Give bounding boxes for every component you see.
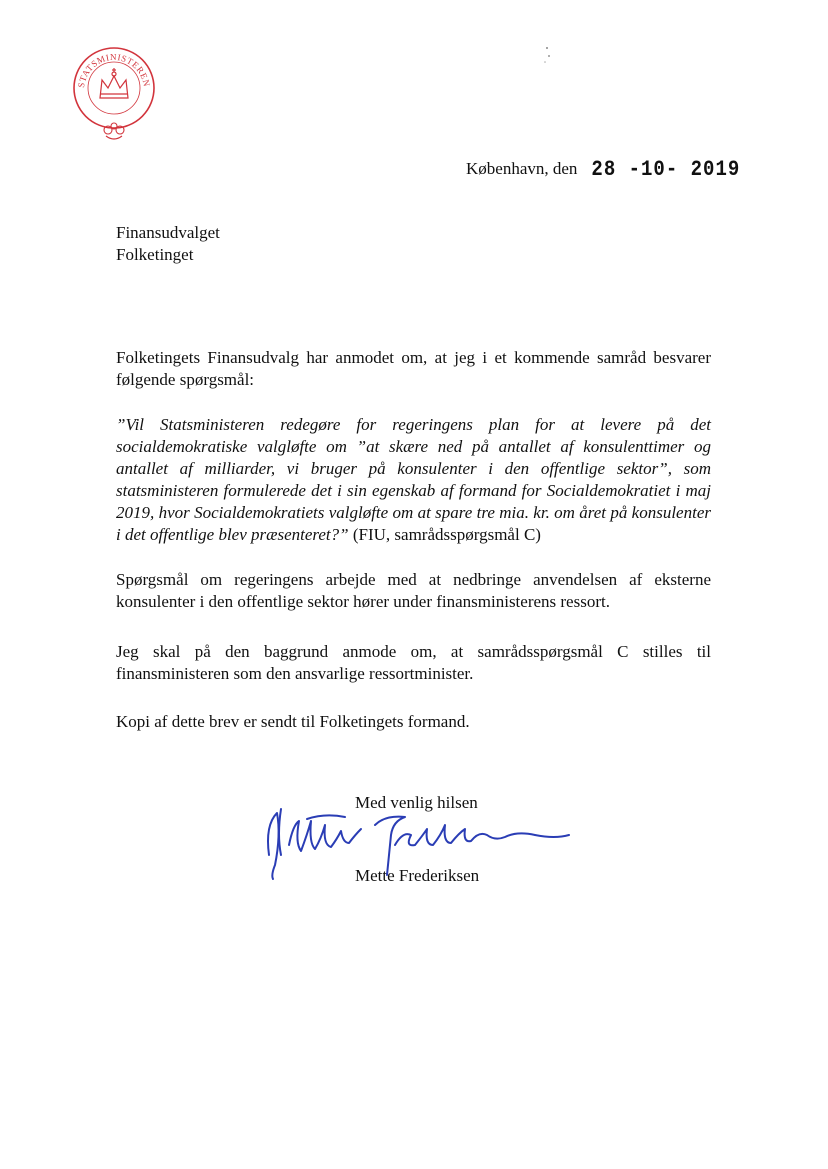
place-label: København, den xyxy=(466,159,578,178)
paragraph-2: Spørgsmål om regeringens arbejde med at nedbringe anvendelsen af eksterne konsulenter i den offentlige sektor hører under finansministerens ressort. xyxy=(116,570,711,611)
question-paragraph xyxy=(116,414,711,546)
signer-name: Mette Frederiksen xyxy=(355,866,480,885)
intro-paragraph: Folketingets Finansudvalg har anmodet om, at jeg i et kommende samråd besvarer følgende spørgsmål: xyxy=(116,348,711,389)
paragraph-3: Jeg skal på den baggrund anmode om, at samrådsspørgsmål C stilles til finansministeren som den ansvarlige ressortminister. xyxy=(116,642,711,683)
recipient-line-1: Finansudvalget xyxy=(116,223,220,242)
seal-text: STATSMINISTEREN xyxy=(76,51,152,89)
recipient-line-2: Folketinget xyxy=(116,245,194,264)
scan-speck xyxy=(540,40,554,70)
crown-icon xyxy=(100,68,128,98)
question-reference: (FIU, samrådsspørgsmål C) xyxy=(352,525,541,544)
paragraph-4: Kopi af dette brev er sendt til Folketingets formand. xyxy=(116,712,470,731)
seal-ribbon-icon xyxy=(104,123,124,139)
question-quote: ”Vil Statsministeren redegøre for regeringens plan for at levere på det socialdemokratiske valgløfte om ”at skære ned på antallet af konsulenttimer og antallet af milliarder, vi bruger på konsulenter i den offentlige sektor”, som statsministeren formulerede det i sin egenskab af formand for Socialdemokratiet i maj 2019, hvor Socialdemokratiets valgløfte om at spare tre mia. kr. om året på konsulenter i det offentlige blev præsenteret?” xyxy=(116,415,711,544)
handwritten-signature xyxy=(255,795,575,885)
statsministeren-seal xyxy=(72,44,156,144)
closing-greeting: Med venlig hilsen xyxy=(355,793,478,812)
recipient-block xyxy=(116,222,220,266)
date-stamp: 28 -10- 2019 xyxy=(591,156,741,182)
date-line xyxy=(466,158,740,180)
